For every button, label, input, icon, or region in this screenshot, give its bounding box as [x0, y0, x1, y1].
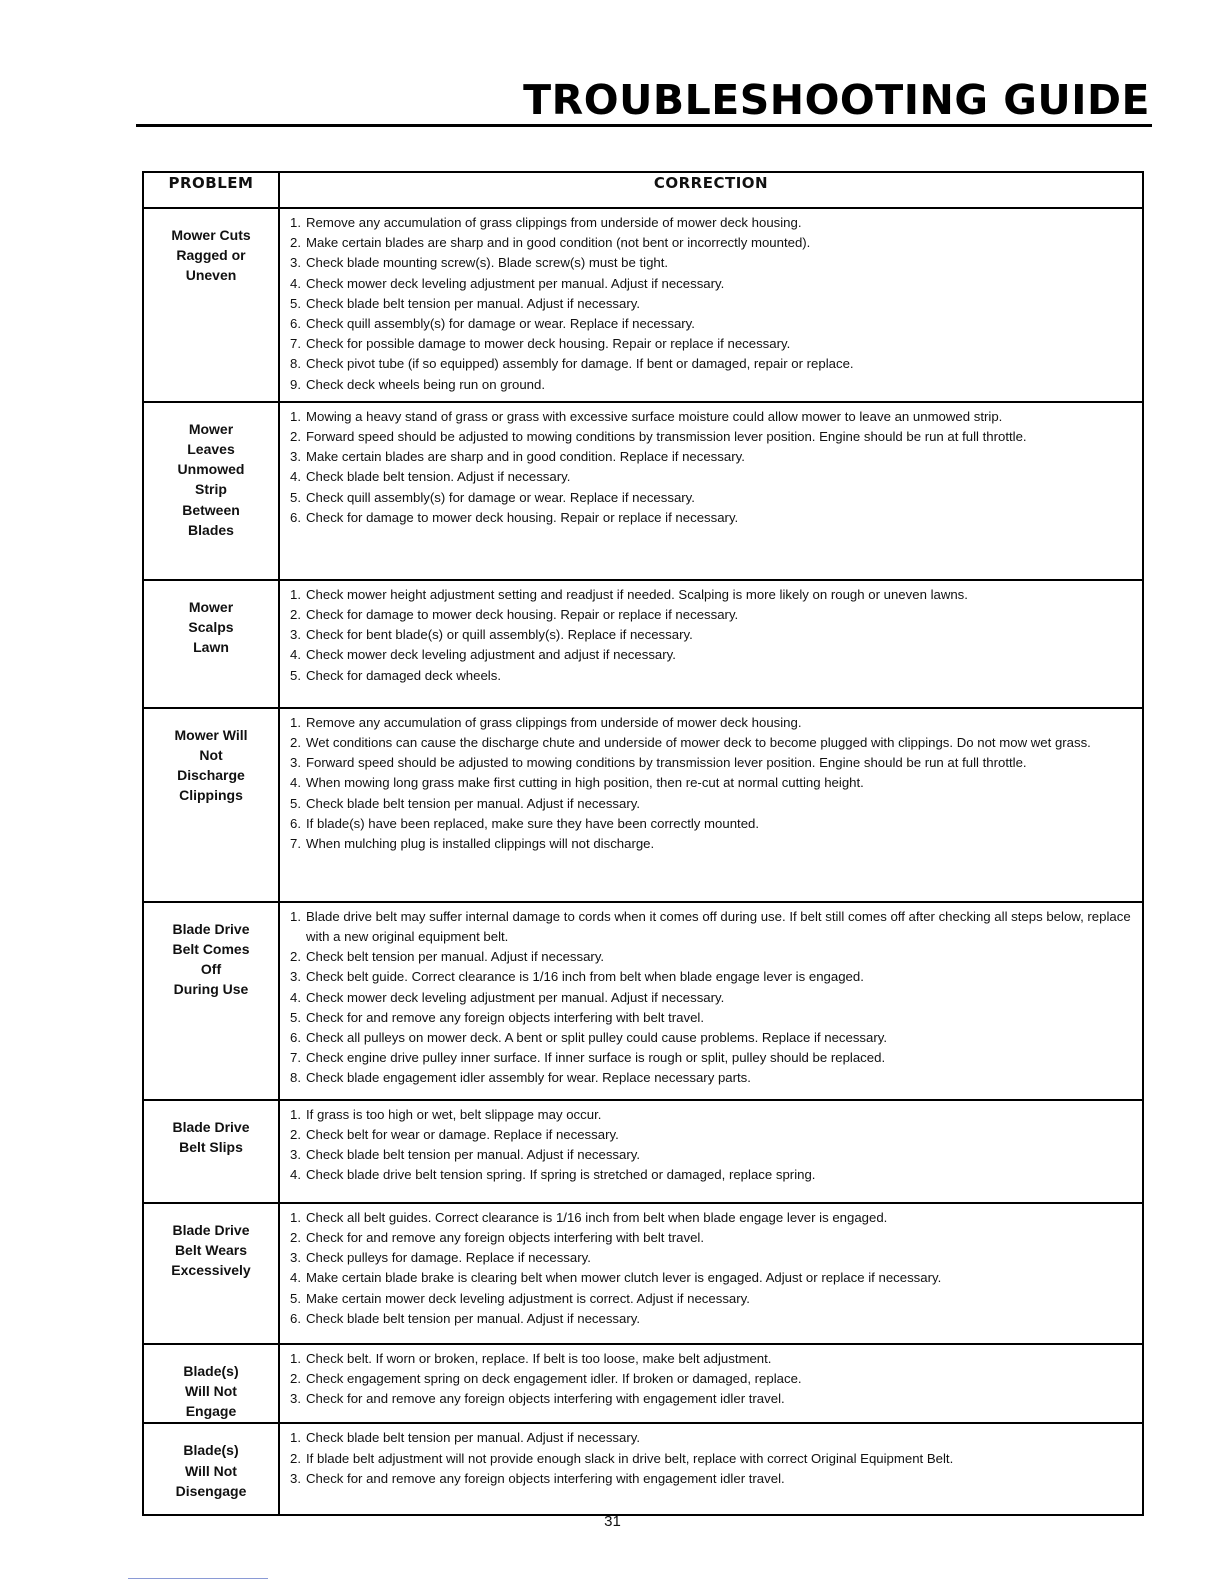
item-text: Check blade belt tension per manual. Adjust if necessary.: [306, 1147, 641, 1163]
item-text: Check engagement spring on deck engagement idler. If broken or damaged, replace.: [306, 1371, 802, 1387]
item-text: Make certain blades are sharp and in good condition (not bent or incorrectly mounted).: [306, 235, 811, 251]
item-text: Forward speed should be adjusted to mowing conditions by transmission lever position. Engine should be run at full throttle.: [306, 429, 1027, 445]
item-number: 1.: [290, 1209, 301, 1225]
item-number: 1.: [290, 908, 301, 924]
item-text: Check blade drive belt tension spring. If spring is stretched or damaged, replace spring.: [306, 1167, 816, 1183]
correction-item: [290, 1125, 1136, 1145]
correction-item: [290, 666, 1136, 686]
item-number: 4.: [290, 1167, 301, 1183]
correction-cell: [279, 402, 1143, 580]
troubleshooting-table: [142, 171, 1144, 1516]
item-text: Make certain mower deck leveling adjustment is correct. Adjust if necessary.: [306, 1290, 750, 1306]
table-row: [143, 1203, 1143, 1344]
item-text: Check all belt guides. Correct clearance is 1/16 inch from belt when blade engage lever is engaged.: [306, 1209, 888, 1225]
correction-list: [290, 1105, 1136, 1186]
item-number: 3.: [290, 755, 301, 771]
correction-list: [290, 1349, 1136, 1410]
item-text: If blade(s) have been replaced, make sure they have been correctly mounted.: [306, 815, 760, 831]
item-number: 5.: [290, 1290, 301, 1306]
problem-cell: Mower Will Not Discharge Clippings: [143, 708, 279, 902]
correction-item: [290, 1389, 1136, 1409]
item-text: Make certain blades are sharp and in good condition. Replace if necessary.: [306, 449, 745, 465]
correction-item: [290, 274, 1136, 294]
item-number: 2.: [290, 1230, 301, 1246]
correction-item: [290, 508, 1136, 528]
item-text: Forward speed should be adjusted to mowing conditions by transmission lever position. Engine should be run at full throttle.: [306, 755, 1027, 771]
item-text: When mulching plug is installed clippings will not discharge.: [306, 836, 655, 852]
correction-list: [290, 1208, 1136, 1329]
title-underline: [136, 124, 1152, 127]
correction-item: [290, 988, 1136, 1008]
problem-cell: Blade(s) Will Not Engage: [143, 1344, 279, 1424]
item-number: 2.: [290, 735, 301, 751]
item-text: Check blade belt tension. Adjust if necessary.: [306, 469, 571, 485]
item-text: Check for damage to mower deck housing. Repair or replace if necessary.: [306, 509, 739, 525]
item-text: When mowing long grass make first cutting in high position, then re-cut at normal cutting height.: [306, 775, 864, 791]
item-text: Mowing a heavy stand of grass or grass with excessive surface moisture could allow mower to leave an unmowed strip.: [306, 408, 1003, 424]
item-number: 3.: [290, 449, 301, 465]
header-problem: PROBLEM: [143, 172, 279, 208]
correction-cell: [279, 1100, 1143, 1203]
correction-item: [290, 1008, 1136, 1028]
item-number: 3.: [290, 1470, 301, 1486]
item-text: Check blade mounting screw(s). Blade screw(s) must be tight.: [306, 255, 669, 271]
correction-item: [290, 1028, 1136, 1048]
correction-item: [290, 947, 1136, 967]
page-title: TROUBLESHOOTING GUIDE: [523, 76, 1150, 124]
item-number: 1.: [290, 408, 301, 424]
correction-list: [290, 907, 1136, 1089]
item-number: 6.: [290, 815, 301, 831]
item-number: 5.: [290, 667, 301, 683]
correction-cell: [279, 580, 1143, 708]
correction-item: [290, 1369, 1136, 1389]
correction-item: [290, 773, 1136, 793]
table-row: [143, 708, 1143, 902]
correction-list: [290, 585, 1136, 686]
correction-item: [290, 605, 1136, 625]
item-text: Check blade belt tension per manual. Adjust if necessary.: [306, 295, 641, 311]
item-text: Check for and remove any foreign objects interfering with engagement idler travel.: [306, 1391, 785, 1407]
item-number: 3.: [290, 1250, 301, 1266]
item-text: Check engine drive pulley inner surface. If inner surface is rough or split, pulley should be replaced.: [306, 1050, 886, 1066]
footnote-rule: [128, 1578, 268, 1579]
table-body: [143, 208, 1143, 1515]
item-number: 4.: [290, 775, 301, 791]
correction-item: [290, 794, 1136, 814]
item-number: 5.: [290, 295, 301, 311]
correction-item: [290, 1268, 1136, 1288]
item-text: If grass is too high or wet, belt slippage may occur.: [306, 1106, 602, 1122]
item-number: 2.: [290, 949, 301, 965]
item-text: Check for possible damage to mower deck housing. Repair or replace if necessary.: [306, 336, 791, 352]
problem-cell: Blade(s) Will Not Disengage: [143, 1423, 279, 1515]
table-row: [143, 1344, 1143, 1424]
correction-item: [290, 1145, 1136, 1165]
page-number: 31: [604, 1513, 621, 1530]
item-text: Check for and remove any foreign objects interfering with engagement idler travel.: [306, 1470, 785, 1486]
item-number: 5.: [290, 489, 301, 505]
item-text: Check pivot tube (if so equipped) assembly for damage. If bent or damaged, repair or replace.: [306, 356, 854, 372]
item-text: Check for and remove any foreign objects interfering with belt travel.: [306, 1230, 705, 1246]
correction-item: [290, 314, 1136, 334]
item-text: Check pulleys for damage. Replace if necessary.: [306, 1250, 591, 1266]
item-number: 1.: [290, 1430, 301, 1446]
correction-item: [290, 1469, 1136, 1489]
table-row: [143, 1100, 1143, 1203]
correction-list: [290, 407, 1136, 528]
correction-cell: [279, 708, 1143, 902]
correction-cell: [279, 208, 1143, 402]
item-number: 1.: [290, 714, 301, 730]
table-row: [143, 208, 1143, 402]
item-number: 1.: [290, 1106, 301, 1122]
correction-item: [290, 427, 1136, 447]
item-text: Check for damaged deck wheels.: [306, 667, 501, 683]
correction-item: [290, 447, 1136, 467]
item-text: Check mower height adjustment setting and readjust if needed. Scalping is more likely on rough or uneven lawns.: [306, 586, 968, 602]
correction-item: [290, 625, 1136, 645]
item-number: 3.: [290, 627, 301, 643]
correction-item: [290, 334, 1136, 354]
item-number: 1.: [290, 215, 301, 230]
table-row: [143, 902, 1143, 1100]
item-text: If blade belt adjustment will not provide enough slack in drive belt, replace with correct Original Equipment Belt.: [306, 1450, 954, 1466]
item-text: Check mower deck leveling adjustment per manual. Adjust if necessary.: [306, 989, 725, 1005]
correction-item: [290, 1105, 1136, 1125]
problem-cell: Mower Scalps Lawn: [143, 580, 279, 708]
item-text: Check quill assembly(s) for damage or wear. Replace if necessary.: [306, 489, 695, 505]
correction-list: [290, 213, 1136, 395]
table-row: [143, 580, 1143, 708]
item-text: Check mower deck leveling adjustment and adjust if necessary.: [306, 647, 676, 663]
correction-item: [290, 713, 1136, 733]
correction-item: [290, 753, 1136, 773]
item-number: 5.: [290, 795, 301, 811]
item-number: 2.: [290, 607, 301, 623]
item-number: 2.: [290, 1371, 301, 1387]
item-number: 4.: [290, 647, 301, 663]
item-number: 8.: [290, 1070, 301, 1086]
item-text: Remove any accumulation of grass clippings from underside of mower deck housing.: [306, 714, 802, 730]
item-text: Check quill assembly(s) for damage or wear. Replace if necessary.: [306, 316, 695, 332]
correction-item: [290, 1208, 1136, 1228]
item-number: 3.: [290, 255, 301, 271]
problem-cell: Blade Drive Belt Slips: [143, 1100, 279, 1203]
item-number: 7.: [290, 836, 301, 852]
correction-item: [290, 375, 1136, 395]
correction-item: [290, 1289, 1136, 1309]
correction-item: [290, 967, 1136, 987]
correction-item: [290, 1165, 1136, 1185]
item-text: Check mower deck leveling adjustment per manual. Adjust if necessary.: [306, 275, 725, 291]
correction-item: [290, 467, 1136, 487]
item-number: 1.: [290, 1350, 301, 1366]
correction-item: [290, 834, 1136, 854]
item-number: 6.: [290, 1030, 301, 1046]
item-text: Check belt tension per manual. Adjust if necessary.: [306, 949, 605, 965]
item-number: 6.: [290, 316, 301, 332]
correction-item: [290, 1228, 1136, 1248]
correction-cell: [279, 1203, 1143, 1344]
correction-item: [290, 488, 1136, 508]
item-number: 1.: [290, 586, 301, 602]
item-number: 2.: [290, 1127, 301, 1143]
correction-item: [290, 1248, 1136, 1268]
item-number: 3.: [290, 969, 301, 985]
problem-cell: Blade Drive Belt Wears Excessively: [143, 1203, 279, 1344]
item-number: 3.: [290, 1147, 301, 1163]
correction-item: [290, 645, 1136, 665]
item-number: 2.: [290, 429, 301, 445]
item-number: 2.: [290, 235, 301, 251]
item-number: 3.: [290, 1391, 301, 1407]
item-text: Check deck wheels being run on ground.: [306, 376, 545, 392]
correction-item: [290, 1068, 1136, 1088]
correction-item: [290, 213, 1136, 233]
correction-item: [290, 1428, 1136, 1448]
item-text: Check belt for wear or damage. Replace if necessary.: [306, 1127, 619, 1143]
item-number: 7.: [290, 336, 301, 352]
problem-cell: Mower Cuts Ragged or Uneven: [143, 208, 279, 402]
item-number: 4.: [290, 989, 301, 1005]
correction-cell: [279, 1423, 1143, 1515]
item-text: Check belt guide. Correct clearance is 1/16 inch from belt when blade engage lever is engaged.: [306, 969, 864, 985]
item-text: Check for and remove any foreign objects interfering with belt travel.: [306, 1009, 705, 1025]
item-number: 8.: [290, 356, 301, 372]
item-text: Check blade belt tension per manual. Adjust if necessary.: [306, 795, 641, 811]
item-number: 9.: [290, 376, 301, 392]
header-correction: CORRECTION: [279, 172, 1143, 208]
correction-item: [290, 354, 1136, 374]
item-text: Check belt. If worn or broken, replace. If belt is too loose, make belt adjustment.: [306, 1350, 772, 1366]
correction-item: [290, 233, 1136, 253]
problem-cell: Mower Leaves Unmowed Strip Between Blades: [143, 402, 279, 580]
correction-item: [290, 585, 1136, 605]
item-number: 6.: [290, 1310, 301, 1326]
item-text: Check all pulleys on mower deck. A bent or split pulley could cause problems. Replace if necessary.: [306, 1030, 888, 1046]
item-number: 7.: [290, 1050, 301, 1066]
correction-cell: [279, 1344, 1143, 1424]
table-header-row: [143, 172, 1143, 208]
item-text: Check blade belt tension per manual. Adjust if necessary.: [306, 1430, 641, 1446]
item-text: Check blade engagement idler assembly for wear. Replace necessary parts.: [306, 1070, 751, 1086]
item-text: Check for damage to mower deck housing. Repair or replace if necessary.: [306, 607, 739, 623]
item-text: Remove any accumulation of grass clippings from underside of mower deck housing.: [306, 215, 802, 230]
table-row: [143, 1423, 1143, 1515]
correction-item: [290, 253, 1136, 273]
item-number: 4.: [290, 275, 301, 291]
correction-list: [290, 713, 1136, 854]
item-number: 5.: [290, 1009, 301, 1025]
correction-item: [290, 1048, 1136, 1068]
item-text: Check blade belt tension per manual. Adjust if necessary.: [306, 1310, 641, 1326]
problem-cell: Blade Drive Belt Comes Off During Use: [143, 902, 279, 1100]
correction-item: [290, 294, 1136, 314]
correction-list: [290, 1428, 1136, 1489]
correction-item: [290, 1449, 1136, 1469]
correction-item: [290, 907, 1136, 947]
correction-item: [290, 814, 1136, 834]
correction-cell: [279, 902, 1143, 1100]
item-text: Check for bent blade(s) or quill assembly(s). Replace if necessary.: [306, 627, 693, 643]
item-text: Wet conditions can cause the discharge chute and underside of mower deck to become plugged with clippings. Do not mow wet grass.: [306, 735, 1091, 751]
correction-item: [290, 733, 1136, 753]
item-number: 6.: [290, 509, 301, 525]
correction-item: [290, 407, 1136, 427]
item-text: Make certain blade brake is clearing belt when mower clutch lever is engaged. Adjust or replace if necessary.: [306, 1270, 942, 1286]
correction-item: [290, 1309, 1136, 1329]
item-number: 2.: [290, 1450, 301, 1466]
item-text: Blade drive belt may suffer internal damage to cords when it comes off during use. If belt still comes off after checking all steps below, replace with a new original equipment belt.: [306, 908, 1131, 945]
item-number: 4.: [290, 469, 301, 485]
correction-item: [290, 1349, 1136, 1369]
table-row: [143, 402, 1143, 580]
item-number: 4.: [290, 1270, 301, 1286]
